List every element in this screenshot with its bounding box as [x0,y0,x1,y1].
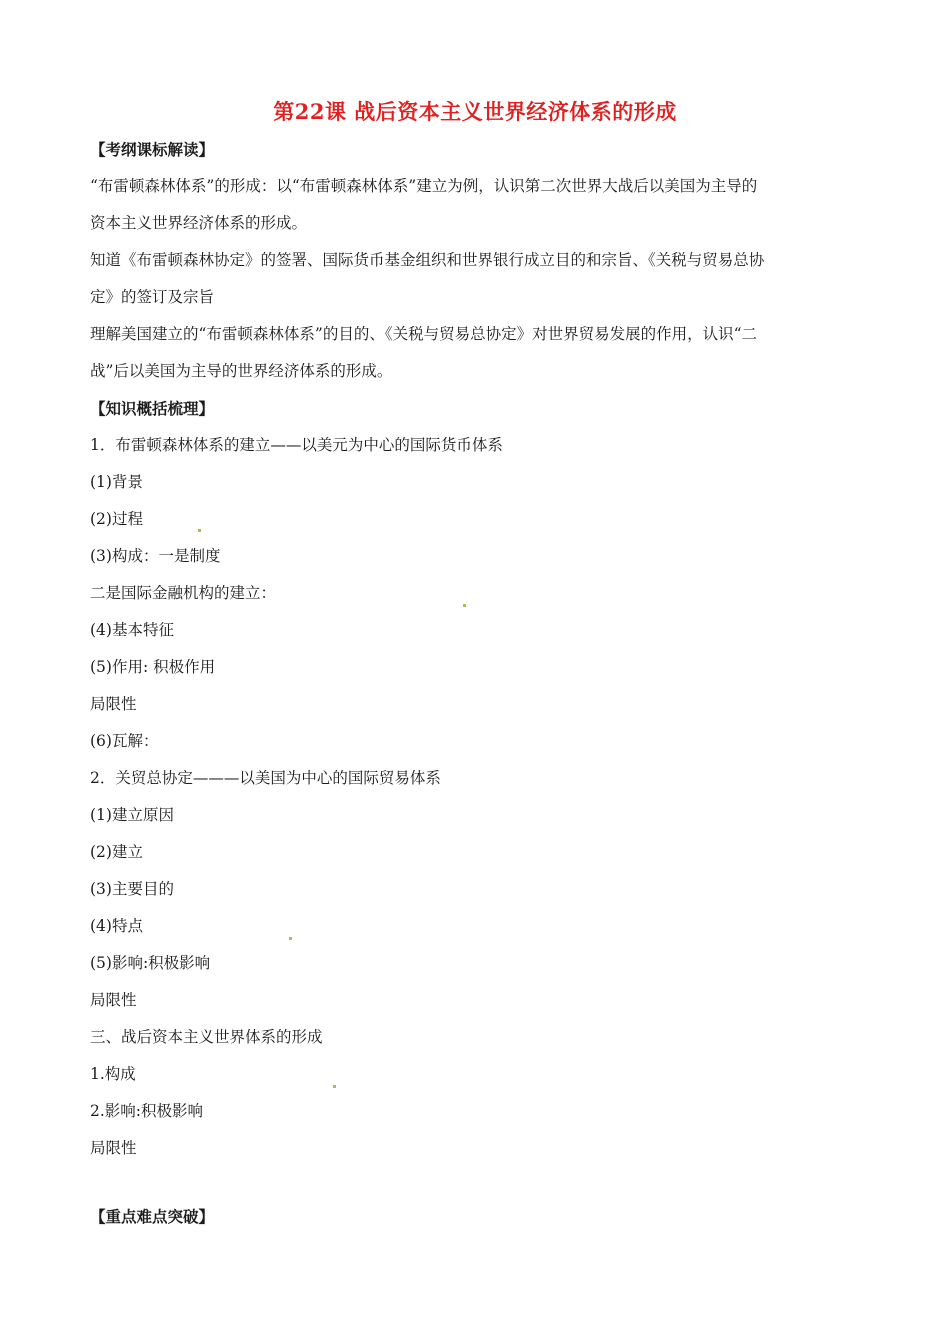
knowledge-1-item: (1)背景 [90,473,143,491]
knowledge-1-item: (5)作用: 积极作用 [90,658,216,676]
outline-paragraph-1-line-2: 资本主义世界经济体系的形成。 [90,214,308,232]
outline-paragraph-3-line-1: 理解美国建立的“布雷顿森林体系”的目的、《关税与贸易总协定》对世界贸易发展的作用，认识“二 [90,325,758,343]
blank-line [90,1167,860,1199]
knowledge-1-item: (4)基本特征 [90,621,174,639]
knowledge-2-item: (1)建立原因 [90,806,174,824]
knowledge-3-item: 局限性 [90,1139,137,1157]
section-header-key-points: 【重点难点突破】 [90,1207,215,1226]
knowledge-1-item: 二是国际金融机构的建立： [90,584,277,602]
scan-dot-mark [198,529,201,532]
knowledge-2-item: (5)影响:积极影响 [90,954,211,972]
knowledge-1-item: 局限性 [90,695,137,713]
knowledge-1-item: (2)过程 [90,510,143,528]
knowledge-1-title: 1．布雷顿森林体系的建立——以美元为中心的国际货币体系 [90,436,503,454]
knowledge-2-item: (4)特点 [90,917,143,935]
section-header-knowledge: 【知识概括梳理】 [90,399,215,418]
scan-dot-mark [463,604,466,607]
knowledge-1-item: (6)瓦解： [90,732,159,750]
knowledge-2-title: 2．关贸总协定———以美国为中心的国际贸易体系 [90,769,441,787]
outline-paragraph-2-line-1: 知道《布雷顿森林协定》的签署、国际货币基金组织和世界银行成立目的和宗旨、《关税与贸易总协 [90,251,765,269]
page-title: 第22课 战后资本主义世界经济体系的形成 [273,99,677,124]
knowledge-2-item: (2)建立 [90,843,143,861]
scan-dot-mark [289,937,292,940]
knowledge-2-item: 局限性 [90,991,137,1009]
scan-dot-mark [333,1085,336,1088]
knowledge-3-item: 2.影响:积极影响 [90,1102,204,1120]
document-page [90,92,860,1235]
knowledge-3-item: 1.构成 [90,1065,136,1083]
outline-paragraph-2-line-2: 定》的签订及宗旨 [90,288,215,306]
knowledge-3-title: 三、战后资本主义世界体系的形成 [90,1028,323,1046]
knowledge-2-item: (3)主要目的 [90,880,174,898]
outline-paragraph-3-line-2: 战”后以美国为主导的世界经济体系的形成。 [90,362,393,380]
outline-paragraph-1-line-1: “布雷顿森林体系”的形成：以“布雷顿森林体系”建立为例，认识第二次世界大战后以美国为主导的 [90,177,758,195]
section-header-outline: 【考纲课标解读】 [90,140,215,159]
knowledge-1-item: (3)构成：一是制度 [90,547,221,565]
